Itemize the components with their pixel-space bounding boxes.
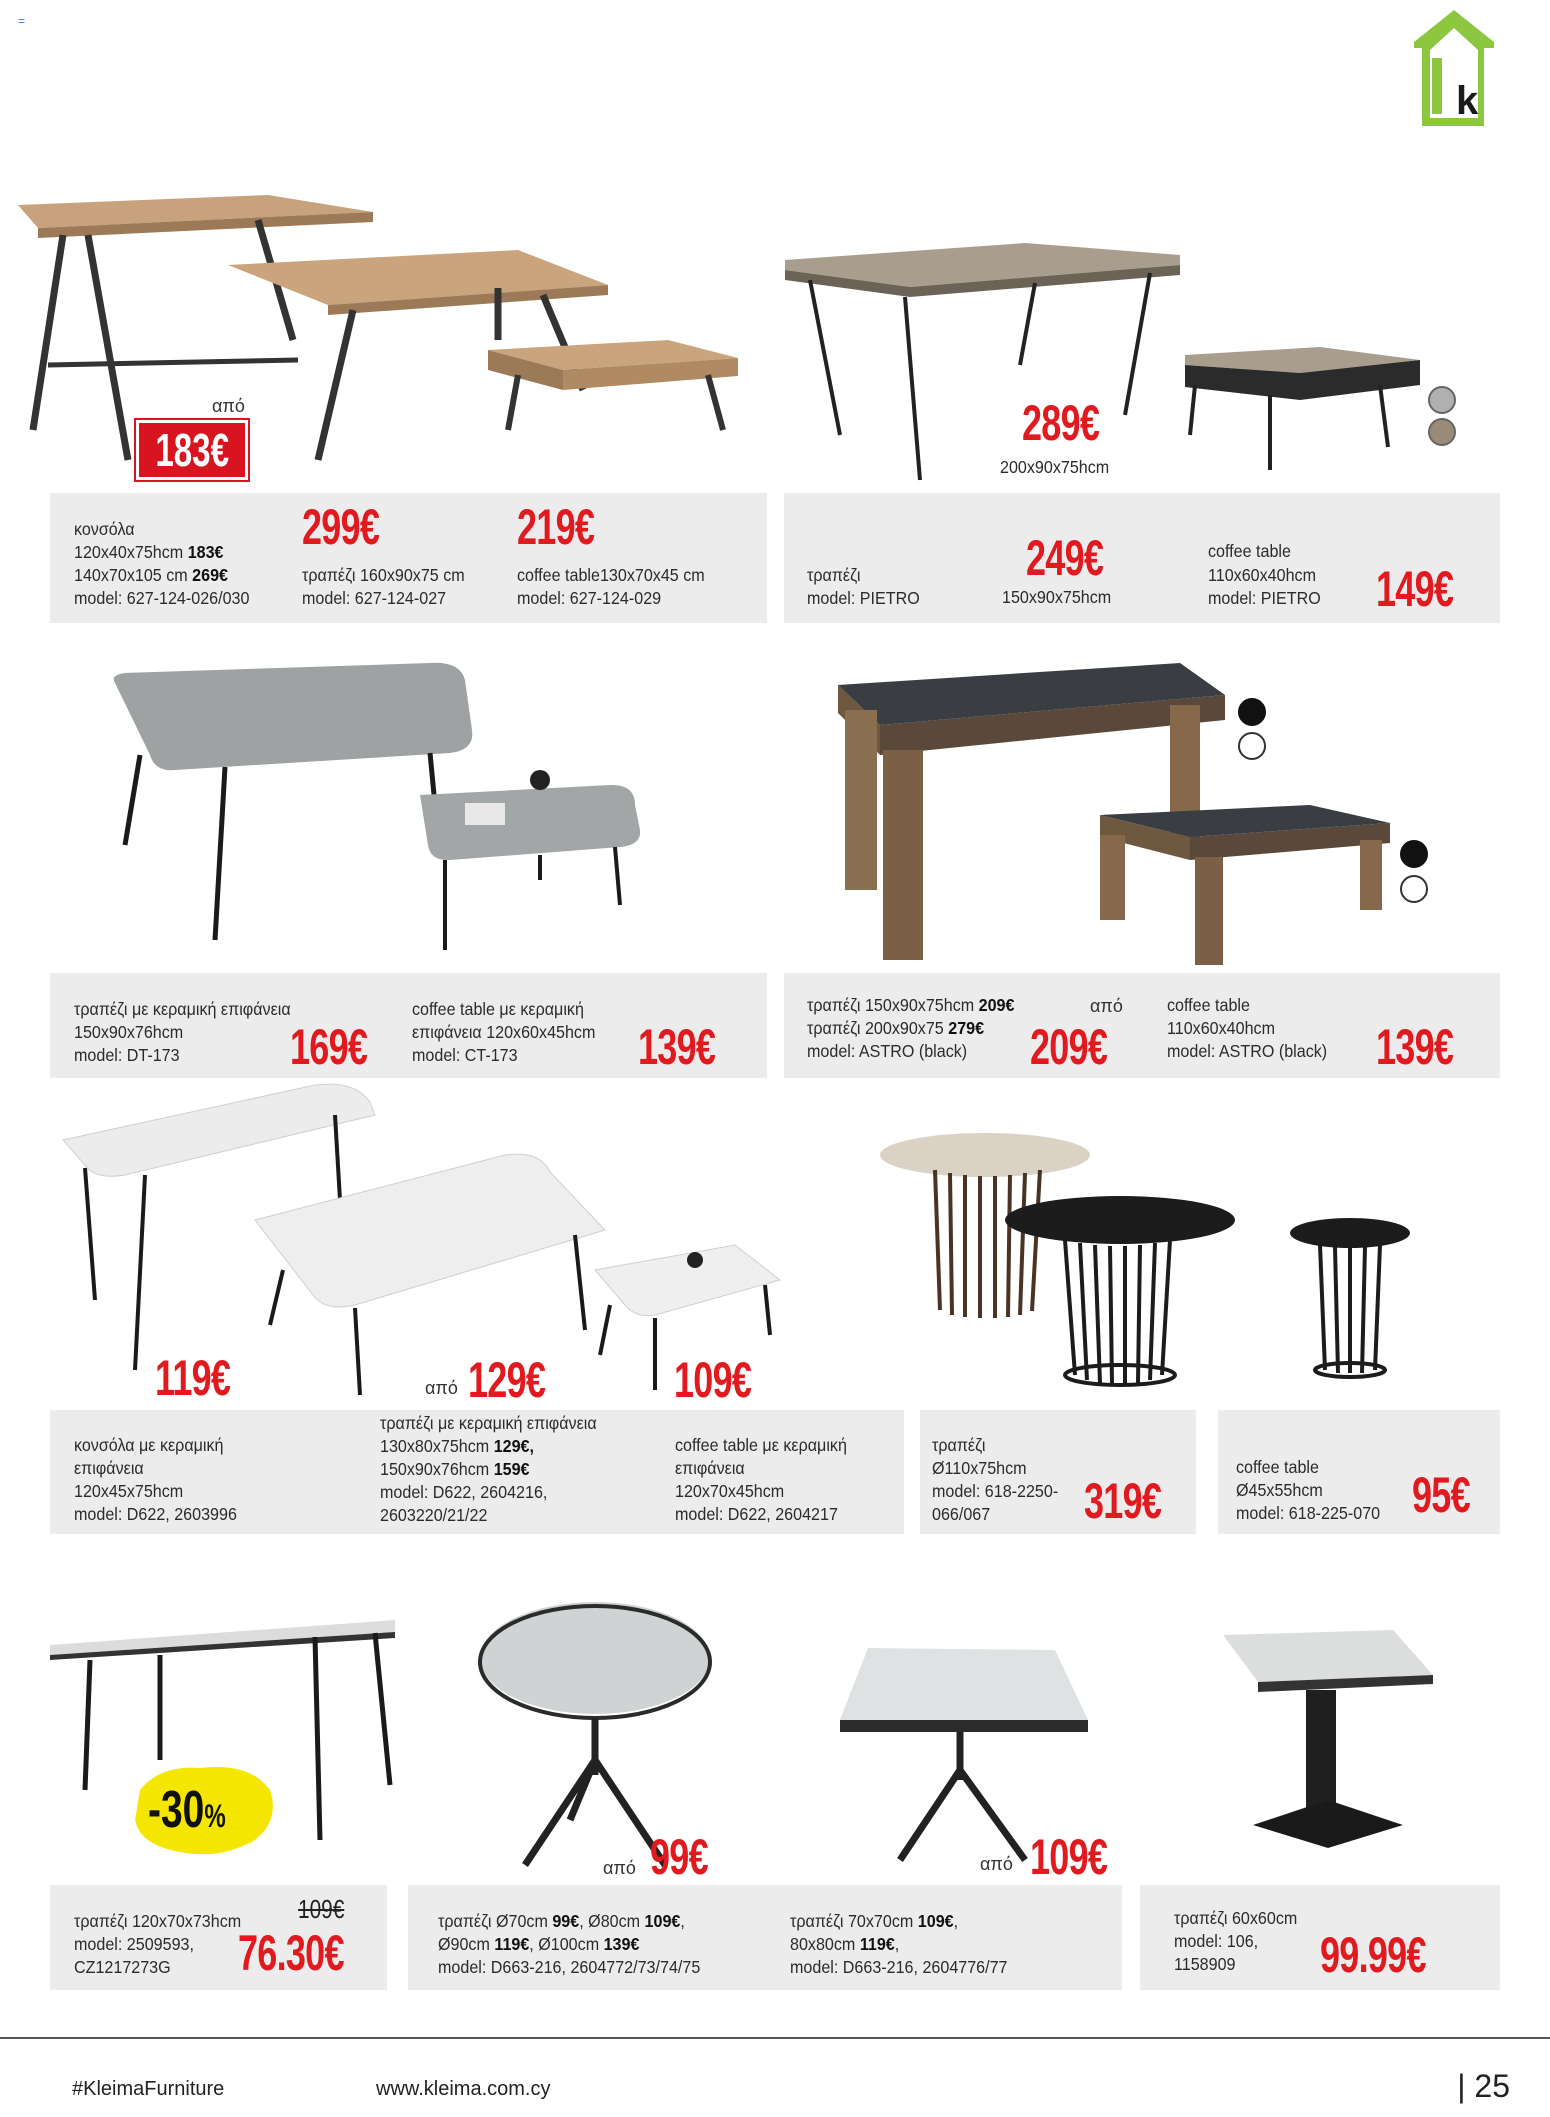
- dim-line: 150x90x75hcm: [1002, 587, 1112, 607]
- model-line: model: D622, 2604217: [675, 1504, 838, 1524]
- model-line: 1158909: [1174, 1954, 1236, 1974]
- from-label: από: [425, 1378, 458, 1398]
- from-label: από: [980, 1854, 1013, 1874]
- desc-line: τραπέζι 150x90x75hcm 209€: [807, 995, 1015, 1015]
- price-badge-console: 183€: [136, 420, 248, 480]
- desc-line: 120x70x45hcm: [675, 1481, 785, 1501]
- product-image-round-tables: [880, 1125, 1440, 1395]
- price-round-coffee: 95€: [1412, 1467, 1470, 1523]
- from-label: από: [1090, 996, 1123, 1016]
- desc-line: Ø90cm 119€, Ø100cm 139€: [438, 1934, 640, 1954]
- product-image-table-60: [1218, 1630, 1438, 1860]
- model-line: model: DT-173: [74, 1045, 180, 1065]
- model-line: CZ1217273G: [74, 1957, 171, 1977]
- desc-line: coffee table130x70x45 cm: [517, 565, 705, 585]
- footer-divider: [0, 2037, 1550, 2039]
- model-line: model: ASTRO (black): [1167, 1041, 1328, 1061]
- product-image-dt173: [100, 655, 660, 955]
- desc-line: 130x80x75hcm 129€,: [380, 1436, 534, 1456]
- desc-line: τραπέζι 120x70x73hcm: [74, 1911, 242, 1931]
- desc-line: 120x40x75hcm 183€: [74, 542, 224, 562]
- price-round-table: 319€: [1084, 1473, 1162, 1529]
- footer-hashtag: #KleimaFurniture: [72, 2078, 225, 2100]
- desc-line: τραπέζι 160x90x75 cm: [302, 565, 465, 585]
- desc-line: κονσόλα: [74, 519, 135, 539]
- desc-line: Ø110x75hcm: [932, 1458, 1027, 1478]
- price-d622-console: 119€: [155, 1350, 231, 1406]
- product-image-console-set: [18, 190, 748, 480]
- desc-line: coffee table: [1208, 541, 1291, 561]
- desc-line: κονσόλα με κεραμική: [74, 1435, 224, 1455]
- price-table-160: 299€: [302, 499, 380, 555]
- price-astro: 209€: [1030, 1019, 1108, 1075]
- model-line: model: 618-2250-: [932, 1481, 1059, 1501]
- model-line: model: 627-124-026/030: [74, 588, 250, 608]
- price-table-120: 76.30€: [238, 1925, 344, 1981]
- model-line: 2603220/21/22: [380, 1505, 488, 1525]
- color-swatch-white[interactable]: [1400, 875, 1428, 903]
- model-line: model: PIETRO: [807, 588, 920, 608]
- price-square-d663: 109€: [1030, 1829, 1108, 1885]
- price-pietro-large: 289€: [1022, 395, 1100, 451]
- price-dt173: 169€: [290, 1019, 368, 1075]
- model-line: model: 106,: [1174, 1931, 1259, 1951]
- desc-line: 110x60x40hcm: [1208, 565, 1316, 585]
- from-label: από: [603, 1858, 636, 1878]
- price-d622-table: 129€: [468, 1352, 546, 1408]
- dim-pietro-large: 200x90x75hcm: [1000, 457, 1110, 477]
- model-line: model: PIETRO: [1208, 588, 1321, 608]
- model-line: model: D663-216, 2604776/77: [790, 1957, 1008, 1977]
- model-line: model: D622, 2603996: [74, 1504, 237, 1524]
- color-swatch-white[interactable]: [1238, 732, 1266, 760]
- price-ct173: 139€: [638, 1019, 716, 1075]
- model-line: model: 2509593,: [74, 1934, 194, 1954]
- model-line: model: D622, 2604216,: [380, 1482, 548, 1502]
- desc-line: coffee table: [1236, 1457, 1319, 1477]
- product-image-astro: [830, 655, 1390, 965]
- desc-line: τραπέζι 70x70cm 109€,: [790, 1911, 959, 1931]
- desc-line: coffee table με κεραμική: [412, 999, 584, 1019]
- desc-line: 120x45x75hcm: [74, 1481, 184, 1501]
- price-round-d663: 99€: [650, 1829, 708, 1885]
- from-label: από: [212, 396, 245, 416]
- desc-line: 80x80cm 119€,: [790, 1934, 900, 1954]
- model-line: model: D663-216, 2604772/73/74/75: [438, 1957, 701, 1977]
- desc-line: τραπέζι 60x60cm: [1174, 1908, 1298, 1928]
- desc-line: 110x60x40hcm: [1167, 1018, 1275, 1038]
- desc-line: 140x70x105 cm 269€: [74, 565, 228, 585]
- model-line: 066/067: [932, 1504, 991, 1524]
- color-swatch-oak[interactable]: [1428, 418, 1456, 446]
- model-line: model: 627-124-029: [517, 588, 662, 608]
- old-price: 109€: [298, 1894, 345, 1924]
- model-line: model: CT-173: [412, 1045, 518, 1065]
- desc-line: επιφάνεια: [675, 1458, 745, 1478]
- desc-line: επιφάνεια: [74, 1458, 144, 1478]
- price-pietro-coffee: 149€: [1376, 561, 1454, 617]
- desc-line: coffee table: [1167, 995, 1250, 1015]
- model-line: model: ASTRO (black): [807, 1041, 968, 1061]
- desc-line: τραπέζι με κεραμική επιφάνεια: [380, 1413, 597, 1433]
- kleima-logo: [1408, 6, 1500, 138]
- page-number: | 25: [1457, 2068, 1510, 2104]
- model-line: model: 627-124-027: [302, 588, 447, 608]
- price-table-60: 99.99€: [1320, 1927, 1426, 1983]
- top-marker: =: [18, 14, 26, 28]
- desc-line: τραπέζι: [807, 565, 861, 585]
- price-coffee-130: 219€: [517, 499, 595, 555]
- desc-line: τραπέζι με κεραμική επιφάνεια: [74, 999, 291, 1019]
- desc-line: επιφάνεια 120x60x45hcm: [412, 1022, 596, 1042]
- desc-line: 150x90x76hcm: [74, 1022, 184, 1042]
- model-line: model: 618-225-070: [1236, 1503, 1381, 1523]
- color-swatch-grey[interactable]: [1428, 386, 1456, 414]
- price-astro-coffee: 139€: [1376, 1019, 1454, 1075]
- color-swatch-black[interactable]: [1238, 698, 1266, 726]
- desc-line: τραπέζι 200x90x75 279€: [807, 1018, 985, 1038]
- desc-line: τραπέζι: [932, 1435, 986, 1455]
- logo-letter: k: [1456, 79, 1479, 123]
- product-image-pietro: [780, 225, 1470, 495]
- footer-url[interactable]: www.kleima.com.cy: [376, 2078, 551, 2100]
- desc-line: 150x90x76hcm 159€: [380, 1459, 530, 1479]
- discount-label: -30%: [148, 1781, 226, 1839]
- price-pietro-150: 249€: [1026, 530, 1104, 586]
- desc-line: Ø45x55hcm: [1236, 1480, 1323, 1500]
- desc-line: coffee table με κεραμική: [675, 1435, 847, 1455]
- desc-line: τραπέζι Ø70cm 99€, Ø80cm 109€,: [438, 1911, 685, 1931]
- price-d622-coffee: 109€: [674, 1352, 752, 1408]
- color-swatch-black[interactable]: [1400, 840, 1428, 868]
